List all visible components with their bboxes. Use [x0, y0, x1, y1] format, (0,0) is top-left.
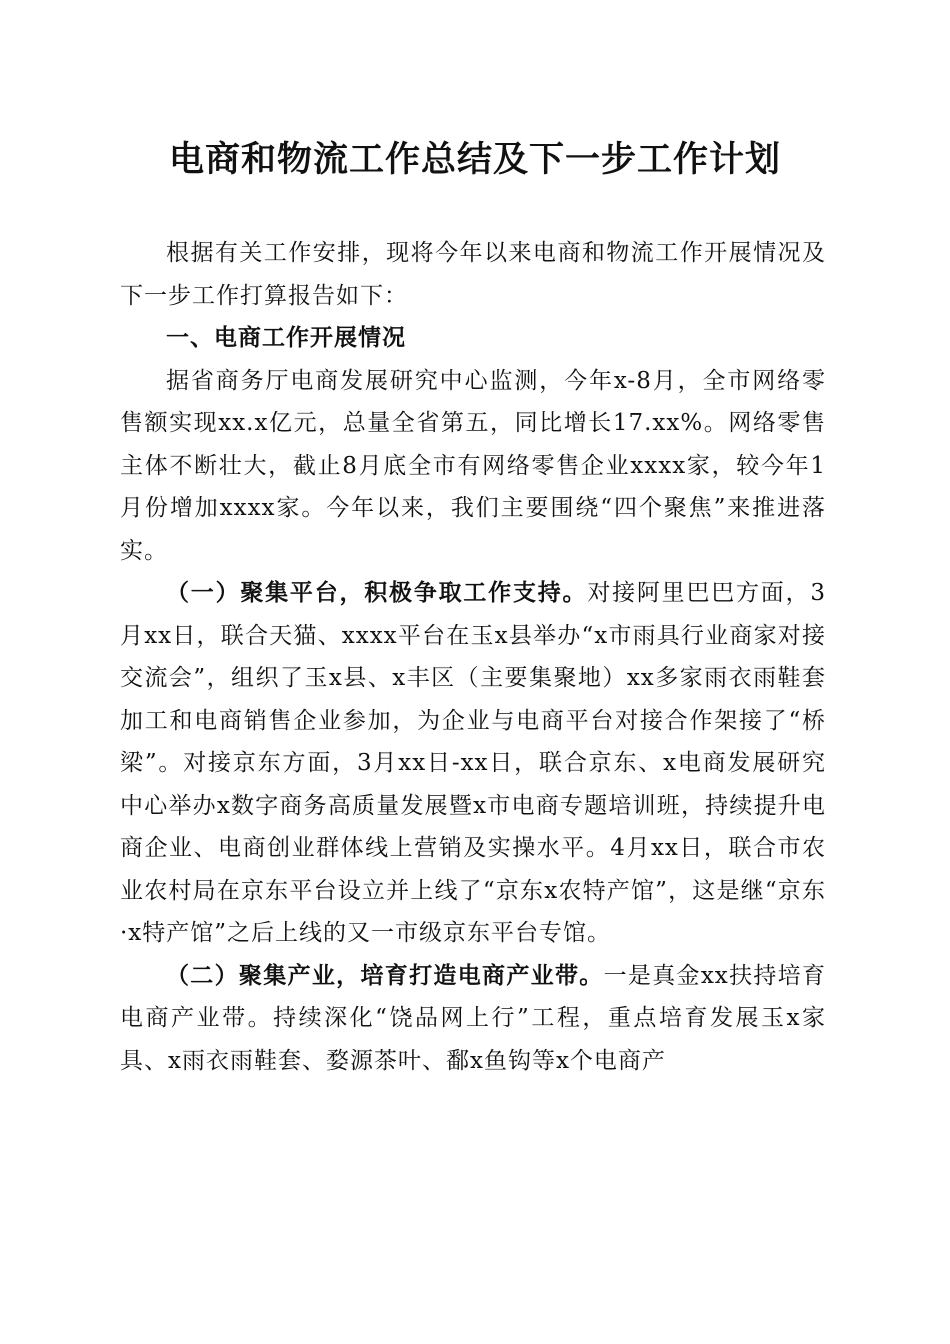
item-lead-1: （一）聚集平台，积极争取工作支持。: [166, 579, 588, 606]
item-paragraph-2: [120, 955, 826, 1083]
section-paragraph: 据省商务厅电商发展研究中心监测，今年x-8月，全市网络零售额实现xx.x亿元，总量全省第五，同比增长17.xx%。网络零售主体不断壮大，截止8月底全市有网络零售企业xxxx家，较今年1月份增加xxxx家。今年以来，我们主要围绕“四个聚焦”来推进落实。: [120, 367, 826, 564]
section-heading: 一、电商工作开展情况: [166, 325, 406, 351]
document-title: 电商和物流工作总结及下一步工作计划: [168, 139, 781, 180]
item-text-1: 对接阿里巴巴方面，3月xx日，联合天猫、xxxx平台在玉x县举办“x市雨具行业商家对接交流会”，组织了玉x县、x丰区（主要集聚地）xx多家雨衣雨鞋套加工和电商销售企业参加，为企业与电商平台对接合作架接了“桥梁”。对接京东方面，3月xx日-xx日，联合京东、x电商发展研究中心举办x数字商务高质量发展暨x市电商专题培训班，持续提升电商企业、电商创业群体线上营销及实操水平。4月xx日，联合市农业农村局在京东平台设立并上线了“京东x农特产馆”，这是继“京东·x特产馆”之后上线的又一市级京东平台专馆。: [120, 580, 826, 946]
item-text-2: 一是真金xx扶持培育电商产业带。持续深化“饶品网上行”工程，重点培育发展玉x家具、x雨衣雨鞋套、婺源茶叶、鄱x鱼钩等x个电商产: [120, 962, 826, 1074]
intro-paragraph: 根据有关工作安排，现将今年以来电商和物流工作开展情况及下一步工作打算报告如下：: [120, 240, 826, 309]
item-paragraph-1: [120, 572, 826, 955]
document-body: [120, 232, 826, 1082]
item-lead-2: （二）聚集产业，培育打造电商产业带。: [166, 961, 604, 989]
